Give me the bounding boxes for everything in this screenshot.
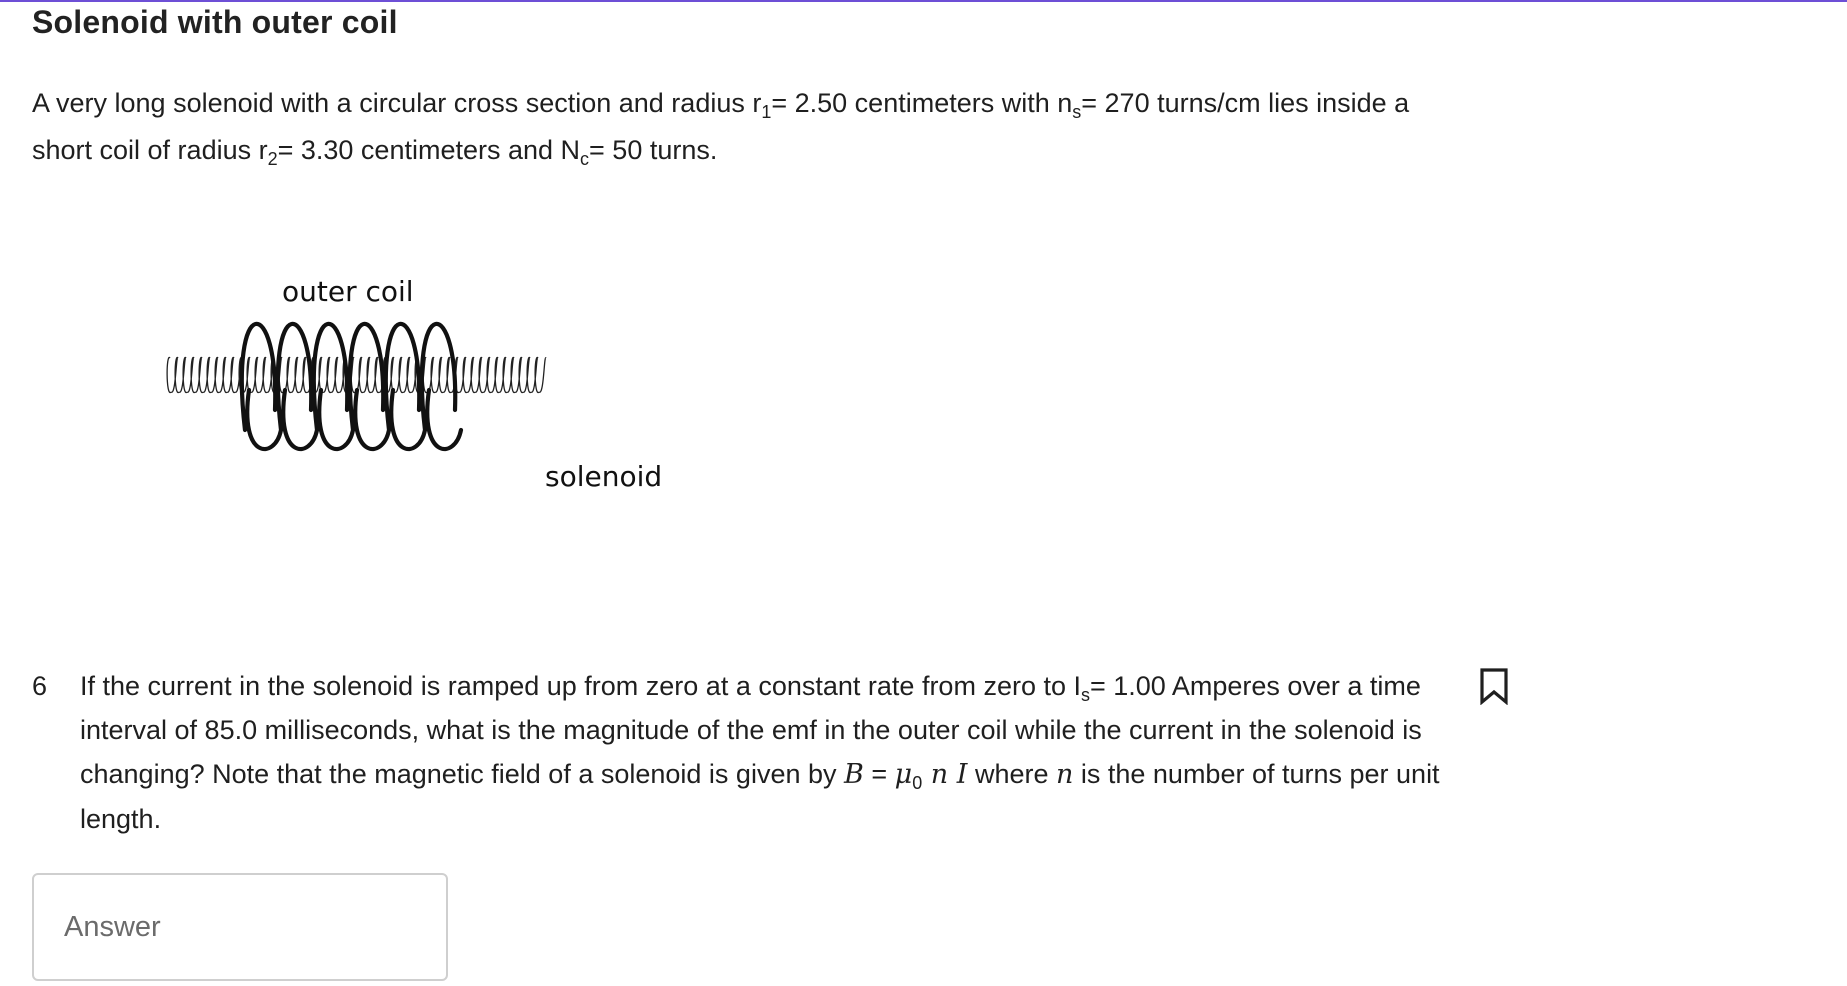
coil-drawing bbox=[160, 270, 680, 540]
page-title: Solenoid with outer coil bbox=[32, 4, 398, 40]
outer-coil-label: outer coil bbox=[282, 275, 414, 308]
top-accent-rule bbox=[0, 0, 1847, 2]
question-text: If the current in the solenoid is ramped up from zero at a constant rate from zero to $I_s= 1.00$ Amperes over a time interval of 85.0 milliseconds, what is the magnitude of the emf in the outer coil while the current in the solenoid is changing? Note that the magnetic field of a solenoid is given by $B = \mu_0$ n I where n is the number of turns per unit length. bbox=[80, 671, 1440, 834]
bookmark-icon bbox=[1478, 667, 1510, 705]
formula-i: I bbox=[956, 759, 968, 790]
question-number: 6 bbox=[32, 671, 48, 701]
solenoid-windings bbox=[167, 357, 546, 392]
outer-coil-windings bbox=[242, 324, 461, 449]
formula-b: B bbox=[844, 759, 864, 790]
solenoid-diagram bbox=[160, 270, 680, 540]
bookmark-button[interactable] bbox=[1478, 667, 1510, 705]
intro-paragraph: A very long solenoid with a circular cross section and radius $r_1= 2.50$ centimeters with $n_s= 270$ turns/cm lies inside a short coil of radius $r_2= 3.30$ centimeters and $N_c= 50$ turns. bbox=[32, 88, 1410, 169]
answer-input[interactable] bbox=[32, 873, 448, 981]
solenoid-label: solenoid bbox=[545, 460, 663, 493]
formula-mu: μ bbox=[894, 759, 913, 790]
